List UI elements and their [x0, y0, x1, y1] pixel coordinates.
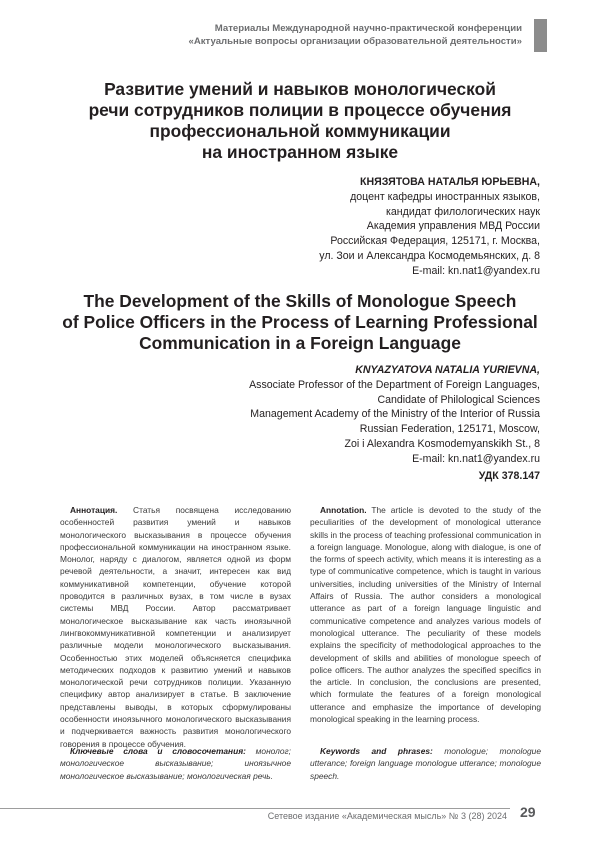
- abstract-ru: [60, 504, 291, 750]
- title-ru-line: на иностранном языке: [201, 142, 399, 162]
- keywords-ru-label: Ключевые слова и словосочетания:: [70, 746, 246, 756]
- conference-title-line1: Материалы Международной научно-практической конференции: [214, 23, 522, 34]
- email-ru: E-mail: kn.nat1@yandex.ru: [412, 264, 540, 277]
- title-ru-line: профессиональной коммуникации: [149, 121, 451, 141]
- affiliation-line: ул. Зои и Александра Космодемьянских, д. 8: [319, 249, 540, 262]
- email-en: E-mail: kn.nat1@yandex.ru: [412, 452, 540, 465]
- keywords-en: [310, 745, 541, 782]
- conference-title-line2: «Актуальные вопросы организации образовательной деятельности»: [188, 36, 522, 47]
- affiliation-line: Zoi i Alexandra Kosmodemyanskikh St., 8: [344, 437, 540, 450]
- affiliation-line: Management Academy of the Ministry of the Interior of Russia: [250, 408, 540, 421]
- affiliation-line: Candidate of Philological Sciences: [377, 393, 540, 406]
- abstract-en-label: Annotation.: [320, 505, 367, 515]
- footer-rule: [0, 808, 510, 809]
- title-en-line: The Development of the Skills of Monologue Speech: [83, 291, 517, 311]
- journal-footer: Сетевое издание «Академическая мысль» № 3 (28) 2024: [267, 811, 507, 821]
- author-name-en: KNYAZYATOVA NATALIA YURIEVNA,: [355, 364, 540, 376]
- keywords-en-label: Keywords and phrases:: [320, 746, 433, 756]
- page-number: 29: [520, 804, 536, 820]
- affiliation-line: Russian Federation, 125171, Moscow,: [359, 423, 540, 436]
- title-en-line: Communication in a Foreign Language: [139, 333, 461, 353]
- abstract-ru-label: Аннотация.: [70, 505, 118, 515]
- affiliation-line: Академия управления МВД России: [366, 220, 540, 233]
- affiliation-line: Российская Федерация, 125171, г. Москва,: [330, 235, 540, 248]
- affiliation-line: кандидат филологических наук: [386, 205, 540, 218]
- title-ru-line: Развитие умений и навыков монологической: [104, 79, 496, 99]
- author-block-ru: [120, 175, 540, 279]
- abstract-en-text: The article is devoted to the study of the peculiarities of the development of monological utterance skills in the process of teaching professional communication in a foreign language. Monologue, along with dialogue, is one of the forms of speech activity, which means it is interesting as a type of communicative competence, which is taught in various universities, including universities of the Ministry of Internal Affairs of Russia. The author considers a monological utterance as part of a foreign language linguistic and communicative competence and analyzes various models of monological utterance. The peculiarity of these models explains the specificity of methodological approaches to the development of skills and abilities of monologue speech of police officers. The author analyzes the specified specifics in the article. In conclusion, the conclusions are presented, which formulate the features of a foreign monological utterance and emphasize the importance of developing monological speaking in the learning process.: [310, 505, 541, 725]
- article-title-en: [40, 291, 560, 354]
- udk-code: УДК 378.147: [478, 470, 540, 482]
- affiliation-line: Associate Professor of the Department of Foreign Languages,: [249, 378, 540, 391]
- author-block-en: [120, 363, 540, 467]
- keywords-ru: [60, 745, 291, 782]
- title-en-line: of Police Officers in the Process of Learning Professional: [62, 312, 538, 332]
- abstract-ru-text: Статья посвящена исследованию особенностей развития умений и навыков монологического высказывания в процессе обучения профессиональной коммуникации на иностранном языке. Монолог, наряду с диалогом, является одной из форм речевой деятельности, а значит, интересен как вид коммуникативной компетенции, обучение которой проводится в различных вузах, в том числе в вузах системы МВД России. Автор рассматривает монологическое высказывание как часть иноязычной лингвокоммуникативной компетенции и анализирует различные модели монологического высказывания. Особенностью этих моделей объясняется специфика методических подходов к развитию умений и навыков монологической речи сотрудников полиции. Указанную специфику автор анализирует в статье. В заключение представлены выводы, в которых сформулированы особенности иноязычного монологического высказывания и подчеркивается важность развития монологического говорения в процессе обучения.: [60, 505, 291, 749]
- keywords-en-text: monologue; monologue utterance; foreign language monologue utterance; monologue speech.: [310, 746, 541, 781]
- author-name-ru: КНЯЗЯТОВА НАТАЛЬЯ ЮРЬЕВНА,: [359, 176, 540, 188]
- keywords-ru-text: монолог; монологическое высказывание; иноязычное монологическое высказывание; монологическая речь.: [60, 746, 291, 781]
- abstract-en: [310, 504, 541, 725]
- article-title-ru: [60, 79, 540, 163]
- running-header: [92, 22, 522, 48]
- title-ru-line: речи сотрудников полиции в процессе обучения: [88, 100, 512, 120]
- header-accent-bar: [534, 19, 547, 52]
- affiliation-line: доцент кафедры иностранных языков,: [350, 190, 540, 203]
